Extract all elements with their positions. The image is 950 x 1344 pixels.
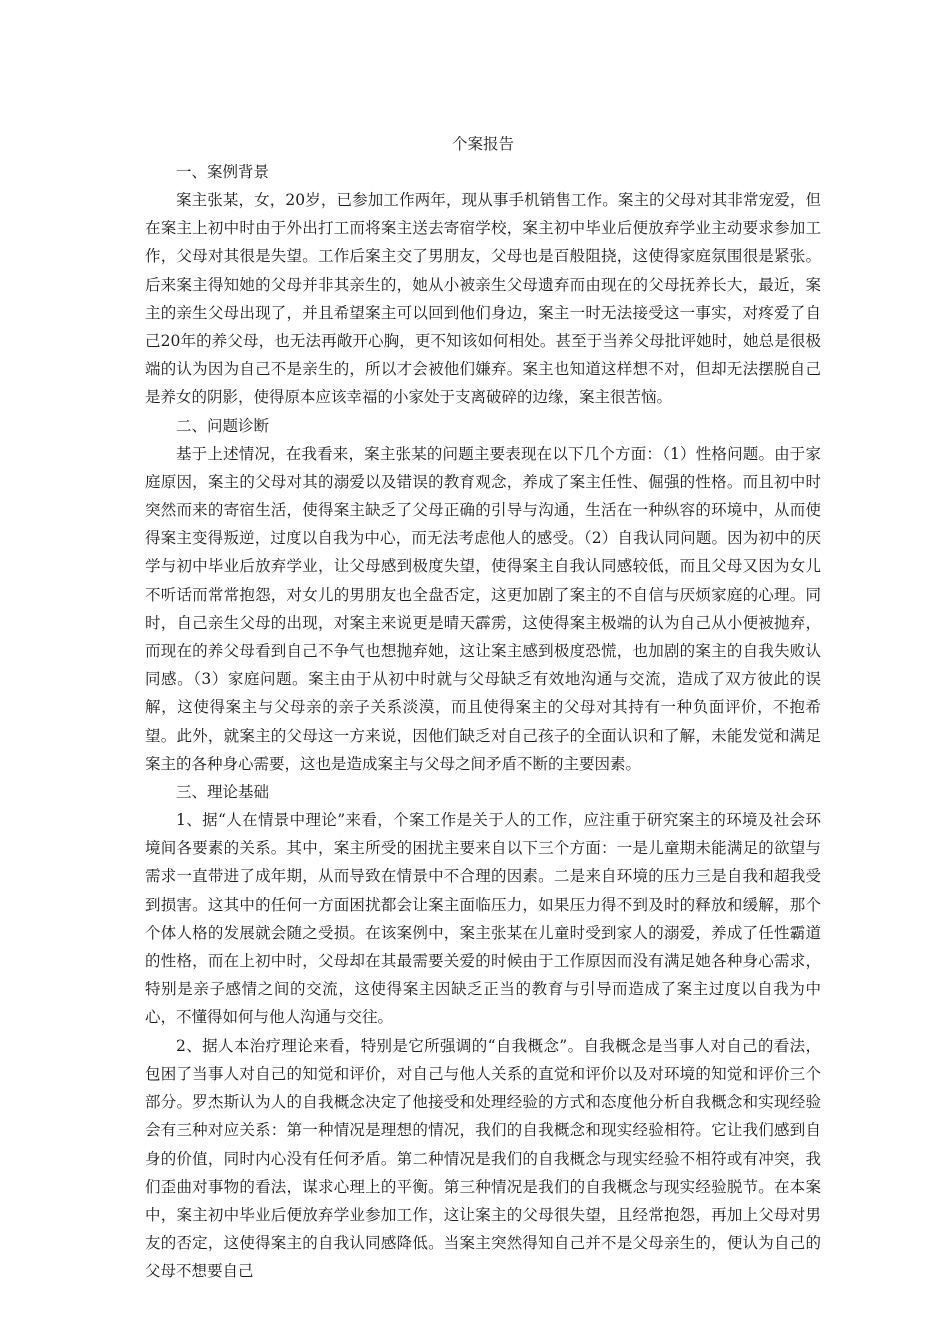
section-heading-background: 一、案例背景	[176, 163, 270, 181]
document-page	[145, 130, 821, 1286]
paragraph-diagnosis: 基于上述情况，在我看来，案主张某的问题主要表现在以下几个方面：（1）性格问题。由于家庭原因，案主的父母对其的溺爱以及错误的教育观念，养成了案主任性、倔强的性格。而且初中时突然而来的寄宿生活，使得案主缺乏了父母正确的引导与沟通，生活在一种纵容的环境中，从而使得案主变得叛逆，过度以自我为中心，而无法考虑他人的感受。（2）自我认同问题。因为初中的厌学与初中毕业后放弃学业，让父母感到极度失望，使得案主自我认同感较低，而且父母又因为女儿不听话而常常抱怨，对女儿的男朋友也全盘否定，这更加剧了案主的不自信与厌烦家庭的心理。同时，自己亲生父母的出现，对案主来说更是晴天霹雳，这使得案主极端的认为自己从小便被抛弃，而现在的养父母看到自己不争气也想抛弃她，这让案主感到极度恐慌，也加剧的案主的自我失败认同感。（3）家庭问题。案主由于从初中时就与父母缺乏有效地沟通与交流，造成了双方彼此的误解，这使得案主与父母亲的亲子关系淡漠，而且使得案主的父母对其持有一种负面评价，不抱希望。此外，就案主的父母这一方来说，因他们缺乏对自己孩子的全面认识和了解，未能发觉和满足案主的各种身心需要，这也是造成案主与父母之间矛盾不断的主要因素。	[145, 444, 821, 773]
paragraph-theory-2: 2、据人本治疗理论来看，特别是它所强调的“自我概念”。自我概念是当事人对自己的看法，包困了当事人对自己的知觉和评价，对自己与他人关系的直觉和评价以及对环境的知觉和评价三个部分。罗杰斯认为人的自我概念决定了他接受和处理经验的方式和态度他分析自我概念和实现经验会有三种对应关系：第一种情况是理想的情况，我们的自我概念和现实经验相符。它让我们感到自身的价值，同时内心没有任何矛盾。第二种情况是我们的自我概念与现实经验不相符或有冲突，我们歪曲对事物的看法，谋求心理上的平衡。第三种情况是我们的自我概念与现实经验脱节。在本案中，案主初中毕业后便放弃学业参加工作，这让案主的父母很失望，且经常抱怨，再加上父母对男友的否定，这使得案主的自我认同感降低。当案主突然得知自己并不是父母亲生的，便认为自己的父母不想要自己	[145, 1036, 821, 1281]
document-title: 个案报告	[451, 135, 514, 153]
section-heading-theory: 三、理论基础	[176, 783, 270, 802]
section-heading-diagnosis: 二、问题诊断	[176, 416, 270, 435]
paragraph-background: 案主张某，女，20岁，已参加工作两年，现从事手机销售工作。案主的父母对其非常宠爱，但在案主上初中时由于外出打工而将案主送去寄宿学校，案主初中毕业后便放弃学业主动要求参加工作，父母对其很是失望。工作后案主交了男朋友，父母也是百般阻挠，这使得家庭氛围很是紧张。后来案主得知她的父母并非其亲生的，她从小被亲生父母遗弃而由现在的父母抚养长大，最近，案主的亲生父母出现了，并且希望案主可以回到他们身边，案主一时无法接受这一事实，对疼爱了自己20年的养父母，也无法再敞开心胸，更不知该如何相处。甚至于当养父母批评她时，她总是很极端的认为因为自己不是亲生的，所以才会被他们嫌弃。案主也知道这样想不对，但却无法摆脱自己是养女的阴影，使得原本应该幸福的小家处于支离破碎的边缘，案主很苦恼。	[145, 191, 821, 407]
paragraph-theory-1: 1、据“人在情景中理论”来看，个案工作是关于人的工作，应注重于研究案主的环境及社会环境间各要素的关系。其中，案主所受的困扰主要来自以下三个方面：一是儿童期未能满足的欲望与需求一直带进了成年期，从而导致在情景中不合理的因素。二是来自环境的压力三是自我和超我受到损害。这其中的任何一方面困扰都会让案主面临压力，如果压力得不到及时的释放和缓解，那个个体人格的发展就会随之受损。在该案例中，案主张某在儿童时受到家人的溺爱，养成了任性霸道的性格，而在上初中时，父母却在其最需要关爱的时候由于工作原因而没有满足她各种身心需求，特别是亲子感情之间的交流，这使得案主因缺乏正当的教育与引导而造成了案主过度以自我为中心，不懂得如何与他人沟通与交往。	[145, 811, 821, 1027]
